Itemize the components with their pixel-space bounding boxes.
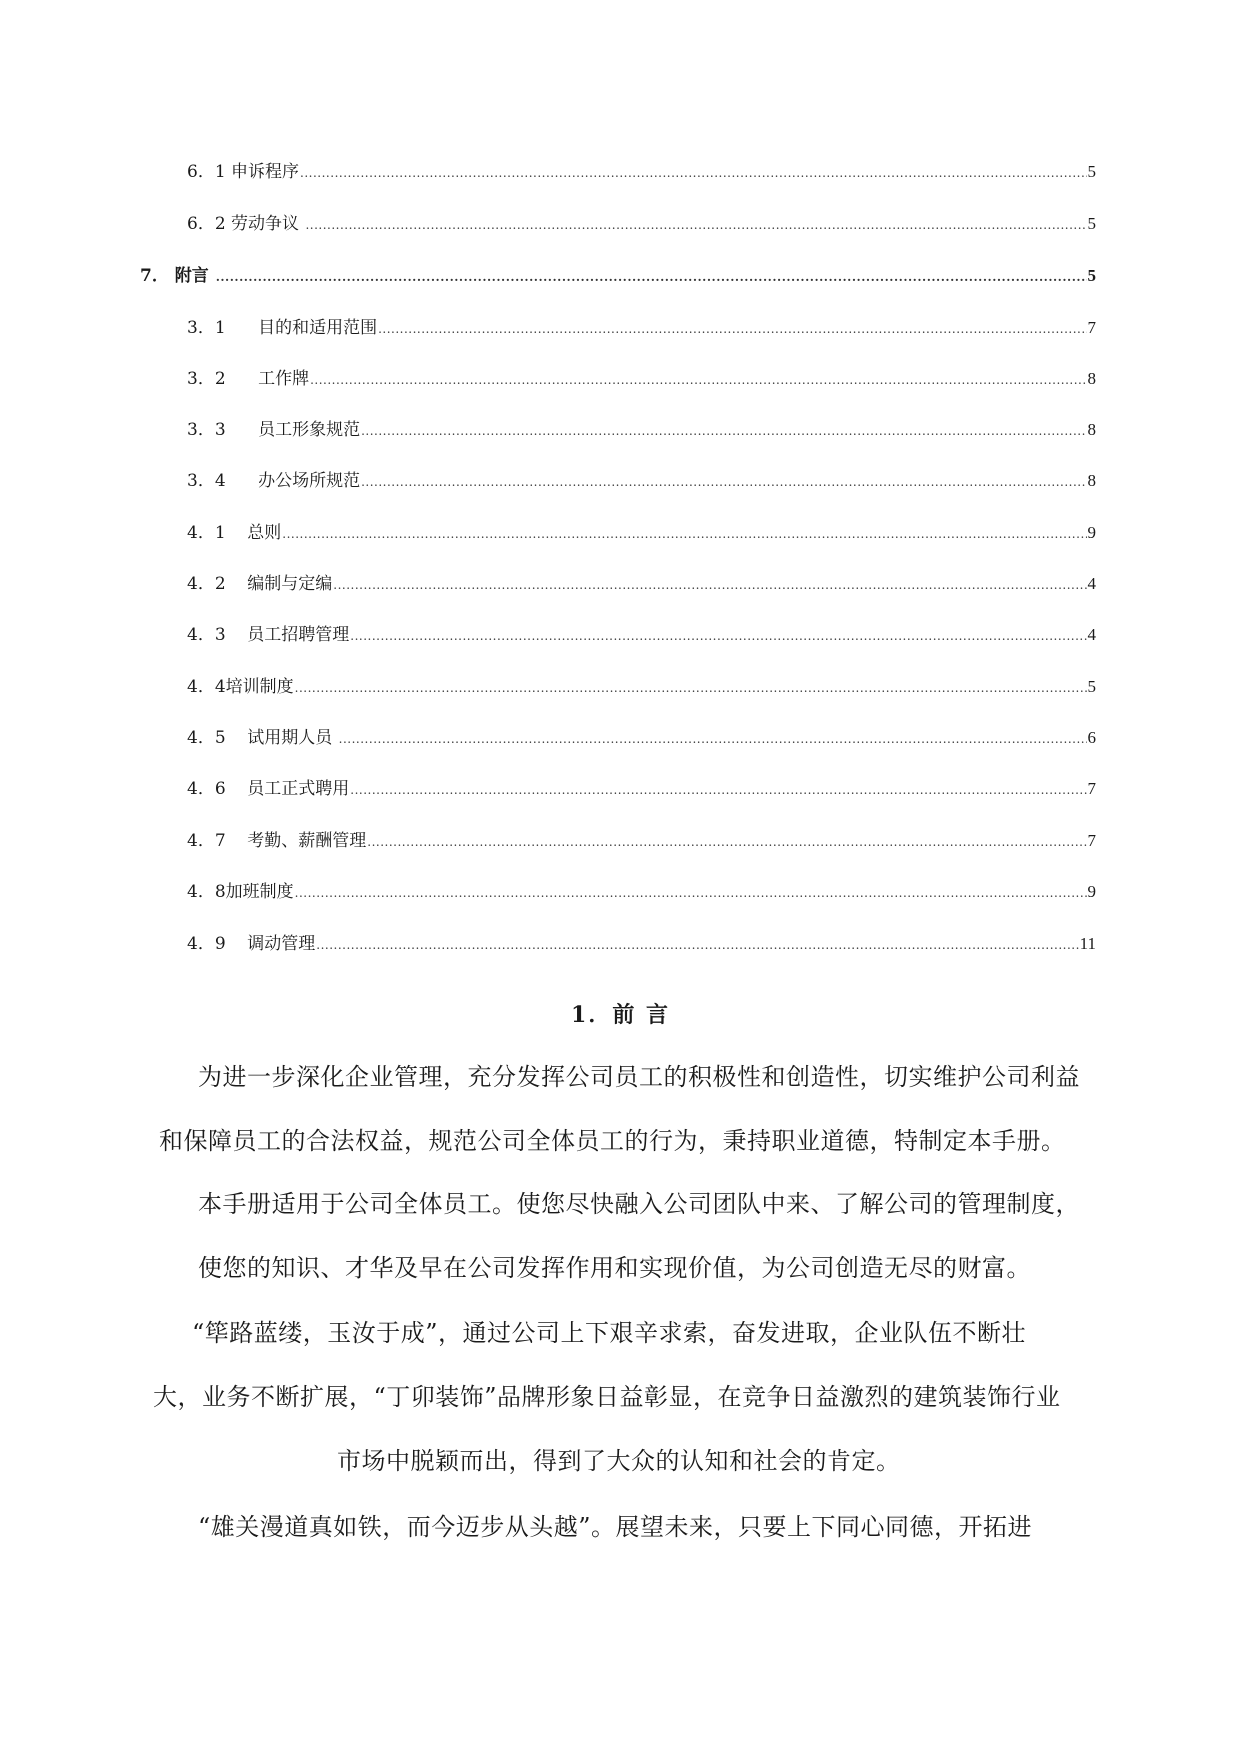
toc-entry-title: 调动管理	[225, 934, 316, 954]
toc-dot-leader	[361, 418, 1086, 444]
toc-entry-title: 总则	[225, 523, 282, 543]
toc-entry-page-number: 5	[1087, 677, 1096, 696]
toc-entry[interactable]	[187, 674, 1096, 700]
toc-entry[interactable]	[187, 725, 1096, 751]
paragraph-line: 大，业务不断扩展，“丁卯装饰”品牌形象日益彰显，在竞争日益激烈的建筑装饰行业	[153, 1383, 1061, 1411]
toc-dot-leader	[378, 316, 1086, 342]
toc-entry-number: 4．8	[187, 882, 226, 902]
toc-entry-number: 4．4	[187, 677, 226, 697]
toc-entry-number: 6．2	[187, 214, 226, 234]
toc-entry-page-number: 4	[1087, 574, 1096, 593]
toc-dot-leader	[305, 212, 1086, 238]
toc-entry-title: 培训制度	[225, 677, 294, 697]
toc-entry-title: 考勤、薪酬管理	[225, 831, 367, 851]
toc-dot-leader	[295, 880, 1087, 906]
toc-entry-title: 目的和适用范围	[225, 318, 378, 338]
toc-entry-page-number: 11	[1079, 934, 1096, 953]
toc-entry-number: 4．7	[187, 831, 226, 851]
toc-entry-number: 4．6	[187, 779, 226, 799]
toc-entry-number: 6．1	[187, 162, 226, 182]
toc-entry[interactable]	[187, 776, 1096, 802]
paragraph-line: 本手册适用于公司全体员工。使您尽快融入公司团队中来、了解公司的管理制度，	[198, 1190, 1080, 1218]
toc-entry-title: 附言	[168, 266, 215, 286]
toc-entry-title: 申诉程序	[225, 162, 300, 182]
toc-entry[interactable]	[187, 468, 1096, 494]
toc-entry-page-number: 5	[1087, 214, 1096, 233]
toc-entry-number: 3．1	[187, 318, 226, 338]
section-heading: 1．前 言	[571, 1002, 670, 1028]
toc-dot-leader	[282, 521, 1086, 547]
toc-entry-title: 员工正式聘用	[225, 779, 350, 799]
toc-dot-leader	[316, 932, 1078, 958]
toc-entry-page-number: 8	[1087, 471, 1096, 490]
paragraph-line: 和保障员工的合法权益，规范公司全体员工的行为，秉持职业道德，特制定本手册。	[159, 1127, 1066, 1155]
toc-dot-leader	[295, 675, 1087, 701]
toc-entry-title: 办公场所规范	[225, 471, 361, 491]
toc-entry-number: 7．	[140, 266, 169, 286]
toc-entry[interactable]	[187, 571, 1096, 597]
toc-entry-number: 3．2	[187, 369, 226, 389]
toc-entry-title: 劳动争议	[225, 214, 305, 234]
toc-dot-leader	[350, 623, 1086, 649]
toc-entry-page-number: 7	[1087, 831, 1096, 850]
toc-entry-page-number: 9	[1087, 523, 1096, 542]
paragraph-line: “筚路蓝缕，玉汝于成”，通过公司上下艰辛求索，奋发进取，企业队伍不断壮	[192, 1319, 1027, 1347]
toc-entry[interactable]	[187, 315, 1096, 341]
toc-dot-leader	[216, 264, 1087, 290]
toc-entry-page-number: 4	[1087, 625, 1096, 644]
toc-entry-page-number: 7	[1087, 779, 1096, 798]
toc-dot-leader	[333, 572, 1086, 598]
toc-entry[interactable]	[187, 366, 1096, 392]
toc-dot-leader	[310, 367, 1086, 393]
toc-entry-number: 3．3	[187, 420, 226, 440]
toc-dot-leader	[300, 160, 1086, 186]
toc-entry-page-number: 5	[1087, 266, 1096, 285]
toc-entry-number: 4．9	[187, 934, 226, 954]
paragraph-line: “雄关漫道真如铁，而今迈步从头越”。展望未来，只要上下同心同德，开拓进	[198, 1513, 1033, 1541]
toc-entry-number: 4．2	[187, 574, 226, 594]
toc-entry-title: 工作牌	[225, 369, 310, 389]
toc-dot-leader	[350, 777, 1086, 803]
toc-entry-page-number: 8	[1087, 369, 1096, 388]
toc-entry-title: 编制与定编	[225, 574, 333, 594]
toc-entry[interactable]	[187, 159, 1096, 185]
toc-dot-leader	[361, 469, 1086, 495]
toc-entry-page-number: 6	[1087, 728, 1096, 747]
toc-entry[interactable]	[187, 828, 1096, 854]
toc-entry[interactable]	[187, 520, 1096, 546]
toc-entry[interactable]	[187, 931, 1096, 957]
toc-entry-page-number: 8	[1087, 420, 1096, 439]
toc-entry-number: 4．1	[187, 523, 226, 543]
toc-entry-title: 员工招聘管理	[225, 625, 350, 645]
toc-entry-page-number: 7	[1087, 318, 1096, 337]
paragraph-line: 使您的知识、才华及早在公司发挥作用和实现价值，为公司创造无尽的财富。	[198, 1254, 1031, 1282]
toc-entry[interactable]	[140, 263, 1096, 289]
toc-entry-number: 3．4	[187, 471, 226, 491]
toc-entry-number: 4．5	[187, 728, 226, 748]
toc-entry-number: 4．3	[187, 625, 226, 645]
toc-entry[interactable]	[187, 622, 1096, 648]
toc-dot-leader	[339, 726, 1087, 752]
toc-entry-title: 员工形象规范	[225, 420, 361, 440]
toc-entry-page-number: 5	[1087, 162, 1096, 181]
toc-dot-leader	[367, 829, 1086, 855]
paragraph-line: 市场中脱颖而出，得到了大众的认知和社会的肯定。	[337, 1447, 901, 1475]
toc-entry[interactable]	[187, 417, 1096, 443]
toc-entry-title: 加班制度	[225, 882, 294, 902]
toc-entry-title: 试用期人员	[225, 728, 338, 748]
paragraph-line: 为进一步深化企业管理，充分发挥公司员工的积极性和创造性，切实维护公司利益	[198, 1063, 1080, 1091]
toc-entry-page-number: 9	[1087, 882, 1096, 901]
toc-entry[interactable]	[187, 211, 1096, 237]
toc-entry[interactable]	[187, 879, 1096, 905]
